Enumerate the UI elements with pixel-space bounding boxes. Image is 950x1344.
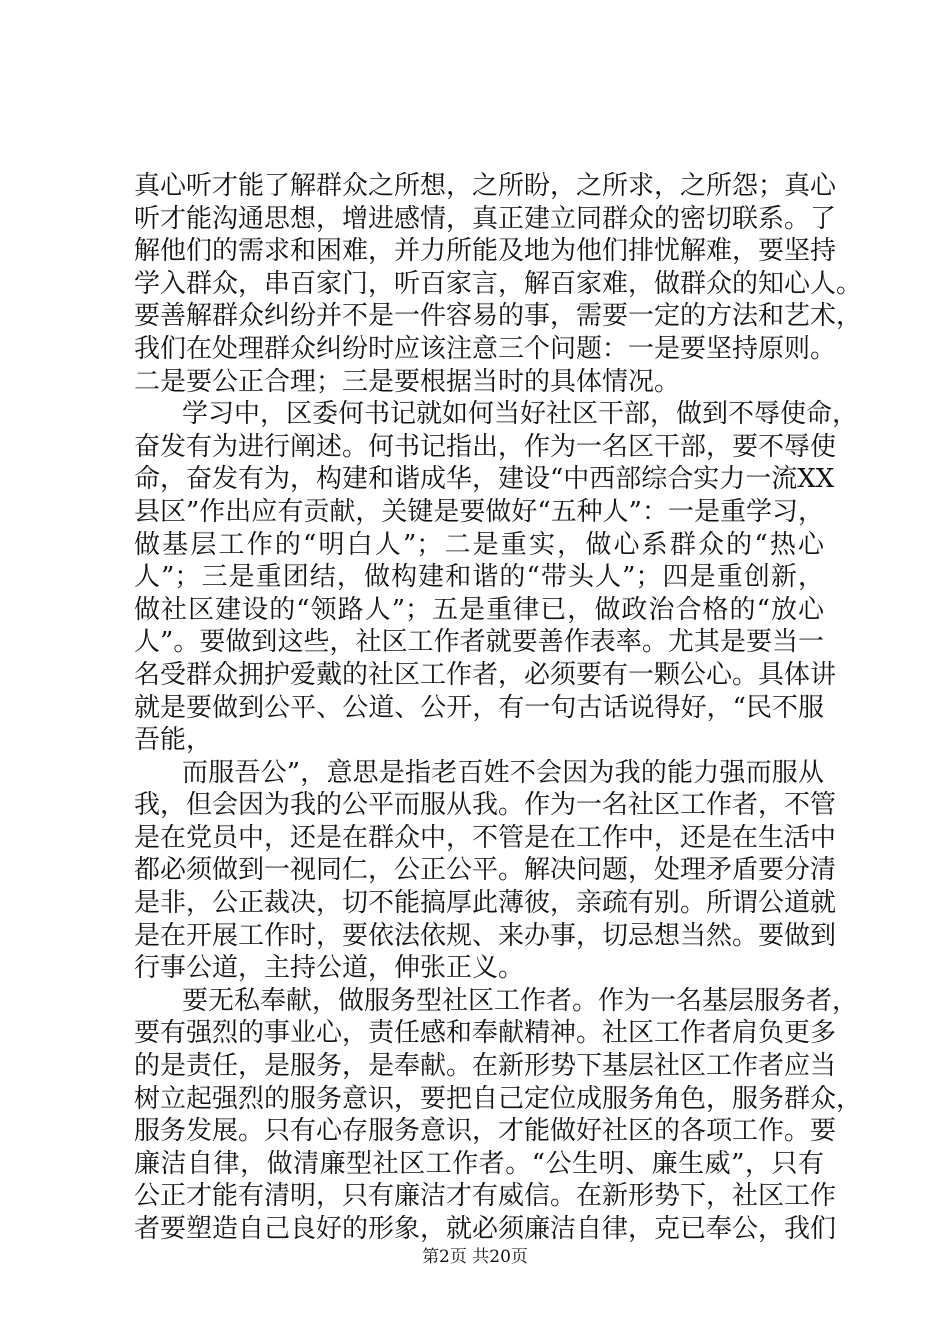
text-line: 就是要做到公平、公道、公开，有一句古话说得好，“民不服 xyxy=(134,692,824,723)
text-line: 人”。要做到这些，社区工作者就要善作表率。尤其是要当一 xyxy=(134,627,824,658)
text-line: 二是要公正合理；三是要根据当时的具体情况。 xyxy=(134,366,681,397)
text-line: 我，但会因为我的公平而服从我。作为一名社区工作者，不管 xyxy=(134,790,837,821)
paragraph xyxy=(134,398,859,757)
paragraph xyxy=(134,757,837,985)
text-line: 真心听才能了解群众之所想，之所盼，之所求，之所怨；真心 xyxy=(134,171,837,201)
text-line: 奋发有为进行阐述。何书记指出，作为一名区干部，要不辱使 xyxy=(134,431,837,462)
text-line: 是在党员中，还是在群众中，不管是在工作中，还是在生活中 xyxy=(134,822,837,853)
text-line: 吾能， xyxy=(134,725,213,756)
text-line: 做基层工作的“明白人”；二是重实，做心系群众的“热心 xyxy=(134,529,824,560)
text-line: 听才能沟通思想，增进感情，真正建立同群众的密切联系。了 xyxy=(134,203,837,234)
text-line: 服务发展。只有心存服务意识，才能做好社区的各项工作。要 xyxy=(134,1116,837,1147)
text-line: 县区”作出应有贡献，关键是要做好“五种人”：一是重学习， xyxy=(134,496,824,527)
text-line: 者要塑造自己良好的形象，就必须廉洁自律，克已奉公，我们 xyxy=(134,1214,837,1244)
text-line: 是非，公正裁决，切不能搞厚此薄彼，亲疏有别。所谓公道就 xyxy=(134,888,837,919)
text-line: 我们在处理群众纠纷时应该注意三个问题：一是要坚持原则。 xyxy=(134,333,837,364)
text-line: 都必须做到一视同仁，公正公平。解决问题，处理矛盾要分清 xyxy=(134,855,837,886)
text-line: 是在开展工作时，要依法依规、来办事，切忌想当然。要做到 xyxy=(134,920,837,951)
text-line: 行事公道，主持公道，伸张正义。 xyxy=(134,953,525,984)
text-line: 树立起强烈的服务意识，要把自己定位成服务角色，服务群众， xyxy=(134,1083,863,1114)
paragraph xyxy=(134,985,863,1246)
text-line: 名受群众拥护爱戴的社区工作者，必须要有一颗公心。具体讲 xyxy=(134,659,837,690)
text-line: 公正才能有清明，只有廉洁才有威信。在新形势下，社区工作 xyxy=(134,1181,837,1212)
text-line: 要无私奉献，做服务型社区工作者。作为一名基层服务者， xyxy=(182,985,859,1016)
text-line: 人”；三是重团结，做构建和谐的“带头人”；四是重创新， xyxy=(134,562,824,593)
paragraph xyxy=(134,170,863,398)
page-number-footer: 第2页 共20页 xyxy=(422,1247,528,1267)
text-line: 命，奋发有为，构建和谐成华，建设“中西部综合实力一流XX xyxy=(134,464,835,495)
text-line: 要善解群众纠纷并不是一件容易的事，需要一定的方法和艺术， xyxy=(134,301,863,332)
text-line: 学入群众，串百家门，听百家言，解百家难，做群众的知心人。 xyxy=(134,268,863,299)
document-body xyxy=(134,170,863,1246)
text-line: 而服吾公”，意思是指老百姓不会因为我的能力强而服从 xyxy=(182,757,824,788)
text-line: 要有强烈的事业心，责任感和奉献精神。社区工作者肩负更多 xyxy=(134,1018,837,1049)
text-line: 学习中，区委何书记就如何当好社区干部，做到不辱使命， xyxy=(182,399,859,430)
text-line: 解他们的需求和困难，并力所能及地为他们排忧解难，要坚持 xyxy=(134,236,837,267)
text-line: 的是责任，是服务，是奉献。在新形势下基层社区工作者应当 xyxy=(134,1051,837,1082)
text-line: 做社区建设的“领路人”；五是重律已，做政治合格的“放心 xyxy=(134,594,824,625)
text-line: 廉洁自律，做清廉型社区工作者。“公生明、廉生威”，只有 xyxy=(134,1148,824,1179)
